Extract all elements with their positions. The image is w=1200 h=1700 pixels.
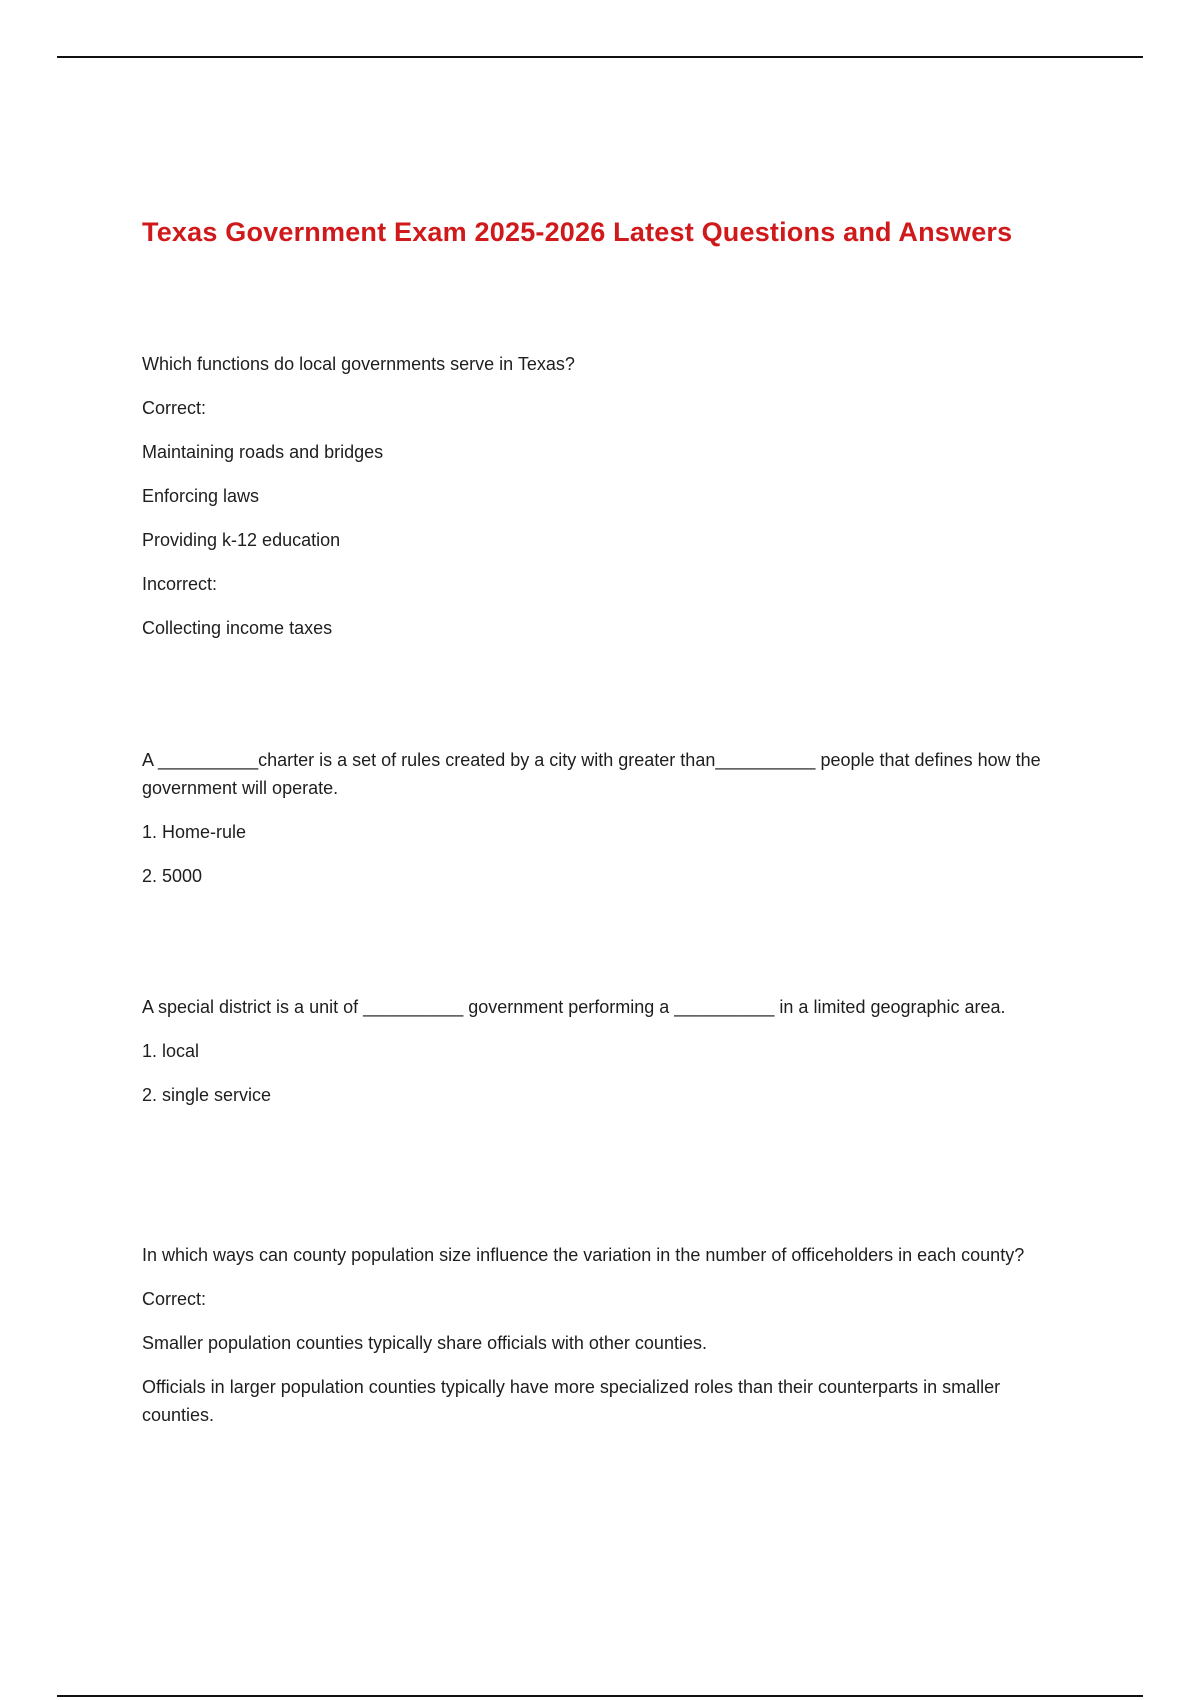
document-title: Texas Government Exam 2025-2026 Latest Questions and Answers: [142, 217, 1013, 247]
answer-line: Smaller population counties typically share officials with other counties.: [142, 1333, 707, 1353]
answer-line: Officials in larger population counties typically have more specialized roles than their counterparts in smaller counties.: [142, 1377, 1001, 1425]
answer-line: Incorrect:: [142, 574, 218, 594]
qa-block: [142, 350, 1072, 642]
answer-line: 1. local: [142, 1041, 200, 1061]
answer-line: 2. single service: [142, 1085, 272, 1105]
answer-line: Maintaining roads and bridges: [142, 442, 384, 462]
answer-line: 2. 5000: [142, 866, 203, 886]
header-rule: [57, 56, 1143, 58]
answer-line: Collecting income taxes: [142, 618, 333, 638]
question-text: A special district is a unit of __________ government performing a __________ in a limited geographic area.: [142, 997, 1006, 1017]
question-text: A __________charter is a set of rules created by a city with greater than__________ people that defines how the government will operate.: [142, 750, 1041, 798]
answer-line: Providing k-12 education: [142, 530, 341, 550]
footer-rule: [57, 1695, 1143, 1697]
qa-block: [142, 993, 1072, 1109]
answer-line: 1. Home-rule: [142, 822, 247, 842]
answer-line: Correct:: [142, 1289, 207, 1309]
question-text: In which ways can county population size influence the variation in the number of officeholders in each county?: [142, 1245, 1025, 1265]
page-content: [142, 213, 1072, 1425]
answer-line: Enforcing laws: [142, 486, 260, 506]
answer-line: Correct:: [142, 398, 207, 418]
question-text: Which functions do local governments serve in Texas?: [142, 354, 575, 374]
qa-block: [142, 746, 1072, 890]
qa-block: [142, 1241, 1072, 1429]
